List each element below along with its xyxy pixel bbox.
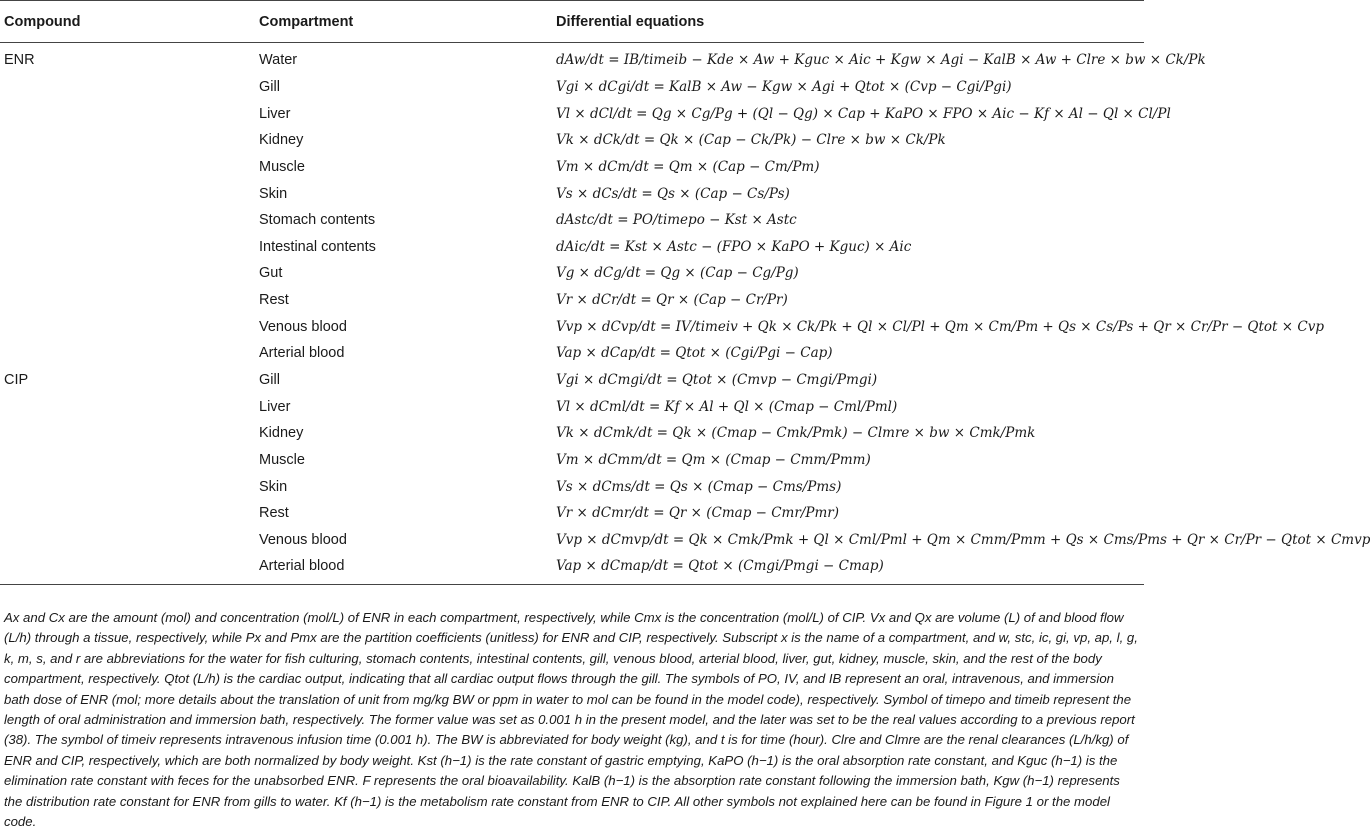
- cell-compound: [0, 393, 255, 420]
- cell-equation: Vm × dCmm/dt = Qm × (Cmap − Cmm/Pmm): [556, 451, 871, 468]
- table-row: [0, 367, 1144, 394]
- table-row: [0, 553, 1144, 584]
- table-row: [0, 500, 1144, 527]
- cell-equation: Vr × dCr/dt = Qr × (Cap − Cr/Pr): [556, 292, 788, 309]
- table-row: [0, 154, 1144, 181]
- cell-equation: Vk × dCk/dt = Qk × (Cap − Ck/Pk) − Clre × bw × Ck/Pk: [556, 132, 946, 149]
- cell-equation: Vgi × dCmgi/dt = Qtot × (Cmvp − Cmgi/Pmgi): [556, 372, 878, 388]
- cell-compartment: Skin: [259, 185, 288, 202]
- cell-compartment: Muscle: [259, 158, 305, 175]
- cell-compartment: Liver: [259, 105, 291, 122]
- cell-equation: Vm × dCm/dt = Qm × (Cap − Cm/Pm): [556, 158, 820, 175]
- cell-equation: dAw/dt = IB/timeib − Kde × Aw + Kguc × Aic + Kgw × Agi − KalB × Aw + Clre × bw × Ck/Pk: [556, 52, 1206, 69]
- cell-compound: [0, 260, 255, 287]
- table-row: [0, 340, 1144, 367]
- cell-compound: [0, 447, 255, 474]
- cell-compound: [0, 313, 255, 340]
- cell-compound: [0, 473, 255, 500]
- cell-equation: Vgi × dCgi/dt = KalB × Aw − Kgw × Agi + Qtot × (Cvp − Cgi/Pgi): [556, 78, 1012, 95]
- cell-equation: dAic/dt = Kst × Astc − (FPO × KaPO + Kguc) × Aic: [556, 238, 912, 255]
- cell-compartment: Water: [259, 52, 298, 69]
- table-row: [0, 420, 1144, 447]
- table-row: [0, 260, 1144, 287]
- table-row: [0, 393, 1144, 420]
- cell-equation: Vs × dCs/dt = Qs × (Cap − Cs/Ps): [556, 185, 790, 202]
- cell-compound: CIP: [4, 372, 29, 388]
- cell-compound: ENR: [4, 52, 35, 69]
- cell-compound: [0, 420, 255, 447]
- cell-equation: Vvp × dCvp/dt = IV/timeiv + Qk × Ck/Pk + Ql × Cl/Pl + Qm × Cm/Pm + Qs × Cs/Ps + Qr × Cr/Pr − Qtot × Cvp: [556, 318, 1324, 335]
- cell-compound: [0, 553, 255, 584]
- header-compartment: Compartment: [255, 1, 552, 43]
- table-row: [0, 180, 1144, 207]
- table-row: [0, 287, 1144, 314]
- cell-compound: [0, 233, 255, 260]
- table-header-row: [0, 1, 1144, 43]
- cell-compartment: Gut: [259, 265, 283, 282]
- cell-compartment: Kidney: [259, 132, 304, 149]
- table-row: [0, 233, 1144, 260]
- cell-compound: [0, 100, 255, 127]
- table-row: [0, 127, 1144, 154]
- cell-compartment: Venous blood: [259, 318, 347, 335]
- cell-compartment: Muscle: [259, 451, 305, 468]
- cell-equation: Vap × dCap/dt = Qtot × (Cgi/Pgi − Cap): [556, 345, 833, 362]
- cell-compound: [0, 74, 255, 101]
- cell-compartment: Arterial blood: [259, 345, 345, 362]
- table-body: [0, 43, 1370, 585]
- table-row: [0, 447, 1144, 474]
- cell-compound: [0, 154, 255, 181]
- cell-equation: Vk × dCmk/dt = Qk × (Cmap − Cmk/Pmk) − Clmre × bw × Cmk/Pmk: [556, 425, 1036, 442]
- cell-equation: Vs × dCms/dt = Qs × (Cmap − Cms/Pms): [556, 478, 842, 495]
- table-row: [0, 527, 1144, 554]
- cell-compound: [0, 127, 255, 154]
- cell-compound: [0, 180, 255, 207]
- table-row: [0, 207, 1144, 234]
- cell-compartment: Arterial blood: [255, 553, 552, 584]
- cell-equation: Vr × dCmr/dt = Qr × (Cmap − Cmr/Pmr): [556, 505, 839, 522]
- table-footnote: Ax and Cx are the amount (mol) and concentration (mol/L) of ENR in each compartment, respectively, while Cmx is the concentration (mol/L) of CIP. Vx and Qx are volume (L) of and blood flow (L/h) through a tissue, respectively, while Px and Pmx are the partition coefficients (unitless) for ENR and CIP, respectively. Subscript x is the name of a compartment, and w, stc, ic, gi, vp, ap, l, g, k, m, s, and r are abbreviations for the water for fish culturing, stomach contents, intestinal contents, gill, venous blood, arterial blood, liver, gut, kidney, muscle, skin, and the rest of the body compartment, respectively. Qtot (L/h) is the cardiac output, indicating that all cardiac output flows through the gill. The symbols of PO, IV, and IB represent an oral, intravenous, and immersion bath dose of ENR (mol; more details about the translation of unit from mg/kg BW or ppm in water to mol can be found in the model code), respectively. Symbol of timepo and timeib represent the length of oral administration and immersion bath, respectively. The former value was set as 0.001 h in the present model, and the later was set to be the real values according to a previous report (38). The symbol of timeiv represents intravenous infusion time (0.001 h). The BW is abbreviated for body weight (kg), and t is for time (hour). Clre and Clmre are the renal clearances (L/h/kg) of ENR and CIP, respectively, which are both normalized by body weight. Kst (h−1) is the rate constant of gastric emptying, KaPO (h−1) is the oral absorption rate constant, and Kguc (h−1) is the elimination rate constant with feces for the unabsorbed ENR. F represents the oral bioavailability. KalB (h−1) is the absorption rate constant following the immersion bath, Kgw (h−1) represents the distribution rate constant for ENR from gills to water. Kf (h−1) is the metabolism rate constant from ENR to CIP. All other symbols not explained here can be found in Figure 1 or the model code.: [4, 610, 1138, 830]
- cell-compound: [0, 287, 255, 314]
- cell-equation: Vl × dCml/dt = Kf × Al + Ql × (Cmap − Cml/Pml): [556, 398, 898, 415]
- cell-compartment: Liver: [259, 398, 291, 415]
- table-row: [0, 43, 1144, 74]
- cell-compartment: Rest: [259, 292, 289, 309]
- table-row: [0, 473, 1144, 500]
- cell-compartment: Venous blood: [259, 531, 347, 548]
- header-compound: Compound: [0, 1, 255, 43]
- cell-compound: [0, 340, 255, 367]
- cell-equation: Vap × dCmap/dt = Qtot × (Cmgi/Pmgi − Cmap): [552, 553, 1144, 584]
- cell-compartment: Gill: [259, 372, 280, 388]
- cell-compartment: Intestinal contents: [259, 238, 376, 255]
- cell-compartment: Kidney: [259, 425, 304, 442]
- table-row: [0, 74, 1144, 101]
- cell-equation: Vvp × dCmvp/dt = Qk × Cmk/Pmk + Ql × Cml/Pml + Qm × Cmm/Pmm + Qs × Cms/Pms + Qr × Cr/Pr − Qtot × Cmvp: [556, 531, 1370, 548]
- cell-equation: dAstc/dt = PO/timepo − Kst × Astc: [556, 212, 797, 229]
- cell-compartment: Stomach contents: [259, 212, 376, 229]
- cell-compound: [0, 500, 255, 527]
- cell-equation: Vg × dCg/dt = Qg × (Cap − Cg/Pg): [556, 265, 799, 282]
- table-row: [0, 100, 1144, 127]
- cell-equation: Vl × dCl/dt = Qg × Cg/Pg + (Ql − Qg) × Cap + KaPO × FPO × Aic − Kf × Al − Ql × Cl/Pl: [556, 105, 1171, 122]
- cell-compartment: Skin: [259, 478, 288, 495]
- cell-compound: [0, 207, 255, 234]
- header-equations: Differential equations: [552, 1, 1144, 43]
- cell-compartment: Gill: [259, 78, 280, 95]
- cell-compartment: Rest: [259, 505, 289, 522]
- table-row: [0, 313, 1144, 340]
- cell-compound: [0, 527, 255, 554]
